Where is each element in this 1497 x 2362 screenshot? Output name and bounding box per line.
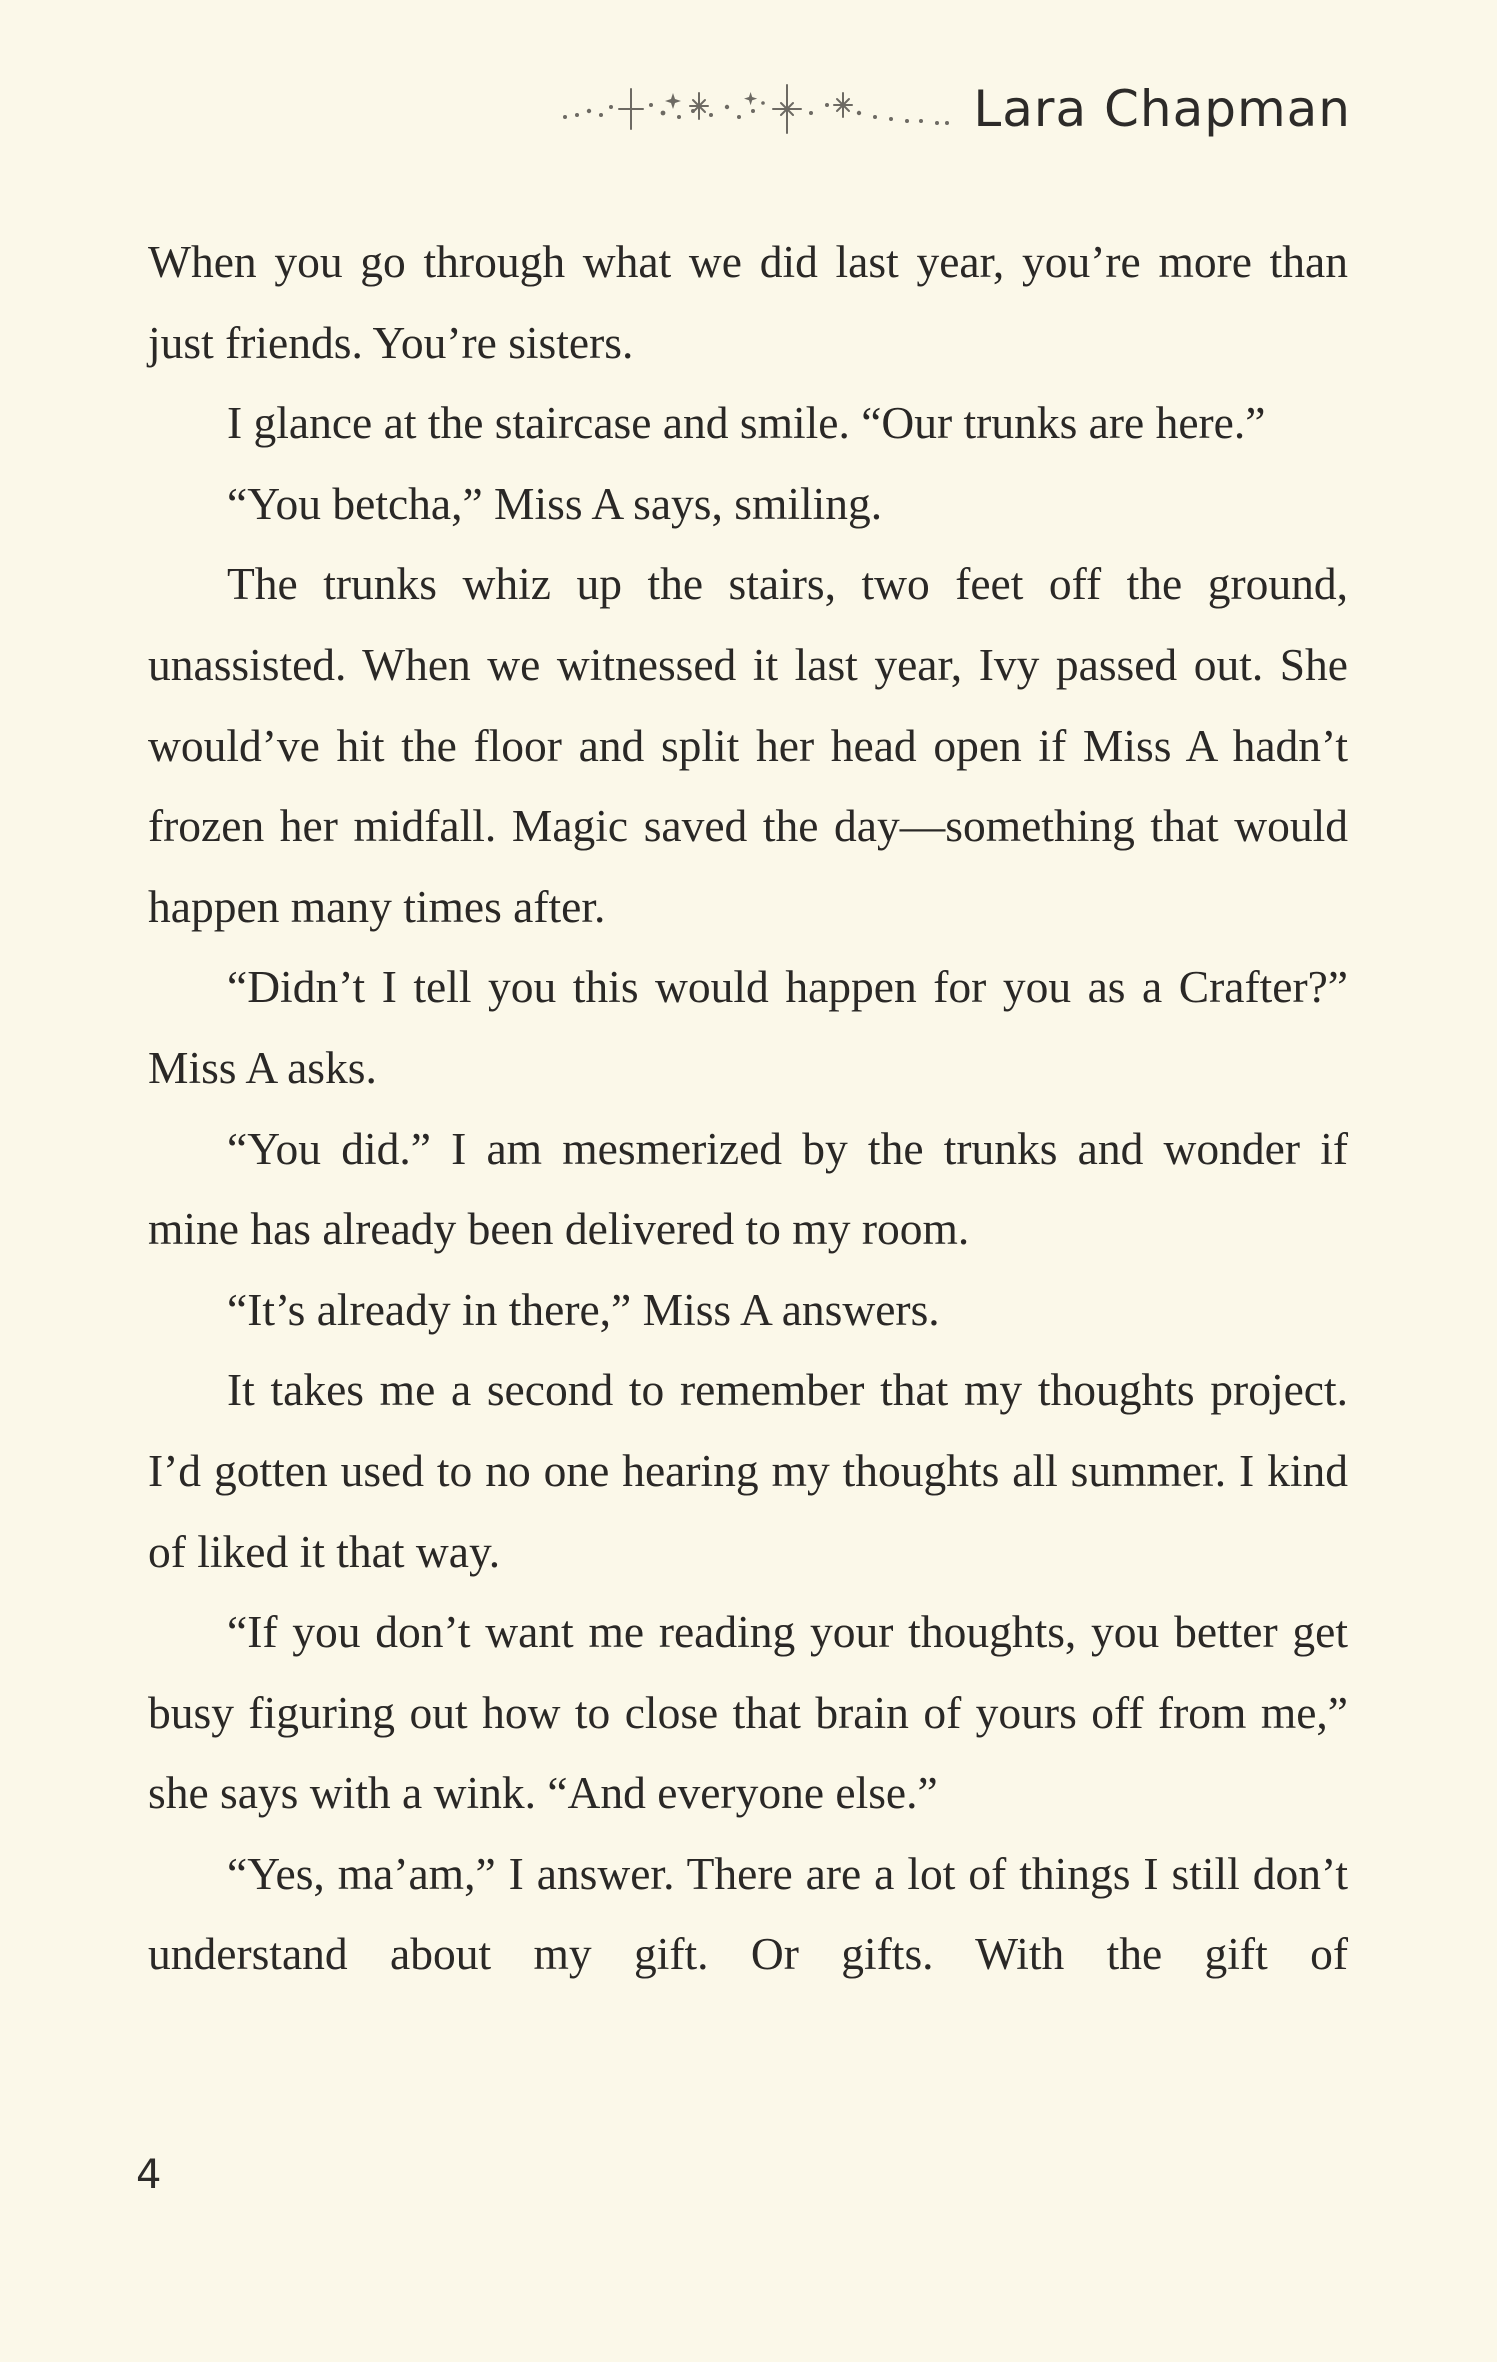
- paragraph: “You betcha,” Miss A says, smiling.: [227, 477, 883, 529]
- paragraph: “You did.” I am mesmerized by the trunks and wonder if mine has already been delivered to my room.: [148, 1122, 1348, 1255]
- paragraph: “It’s already in there,” Miss A answers.: [227, 1283, 940, 1335]
- paragraph: I glance at the staircase and smile. “Our trunks are here.”: [227, 397, 1266, 449]
- paragraph: “If you don’t want me reading your thoughts, you better get busy figuring out how to close that brain of yours off from me,” she says with a wink. “And everyone else.”: [148, 1606, 1348, 1819]
- paragraph: “Didn’t I tell you this would happen for you as a Crafter?” Miss A asks.: [148, 961, 1348, 1093]
- body-text: [148, 222, 1348, 1995]
- sparkle-stars-ornament-icon: [559, 79, 951, 139]
- page-number: 4: [136, 2152, 162, 2198]
- paragraph: “Yes, ma’am,” I answer. There are a lot of things I still don’t understand about my gift. Or gifts. With the gift of: [148, 1847, 1348, 1980]
- paragraph: It takes me a second to remember that my thoughts project. I’d gotten used to no one hearing my thoughts all summer. I kind of liked it that way.: [148, 1364, 1348, 1577]
- paragraph: When you go through what we did last year, you’re more than just friends. You’re sisters.: [148, 236, 1348, 368]
- running-header: [559, 64, 1351, 154]
- paragraph: The trunks whiz up the stairs, two feet off the ground, unassisted. When we witnessed it last year, Ivy passed out. She would’ve hit the floor and split her head open if Miss A hadn’t frozen her midfall. Magic saved the day—something that would happen many times after.: [148, 558, 1348, 932]
- running-header-author: Lara Chapman: [973, 80, 1351, 138]
